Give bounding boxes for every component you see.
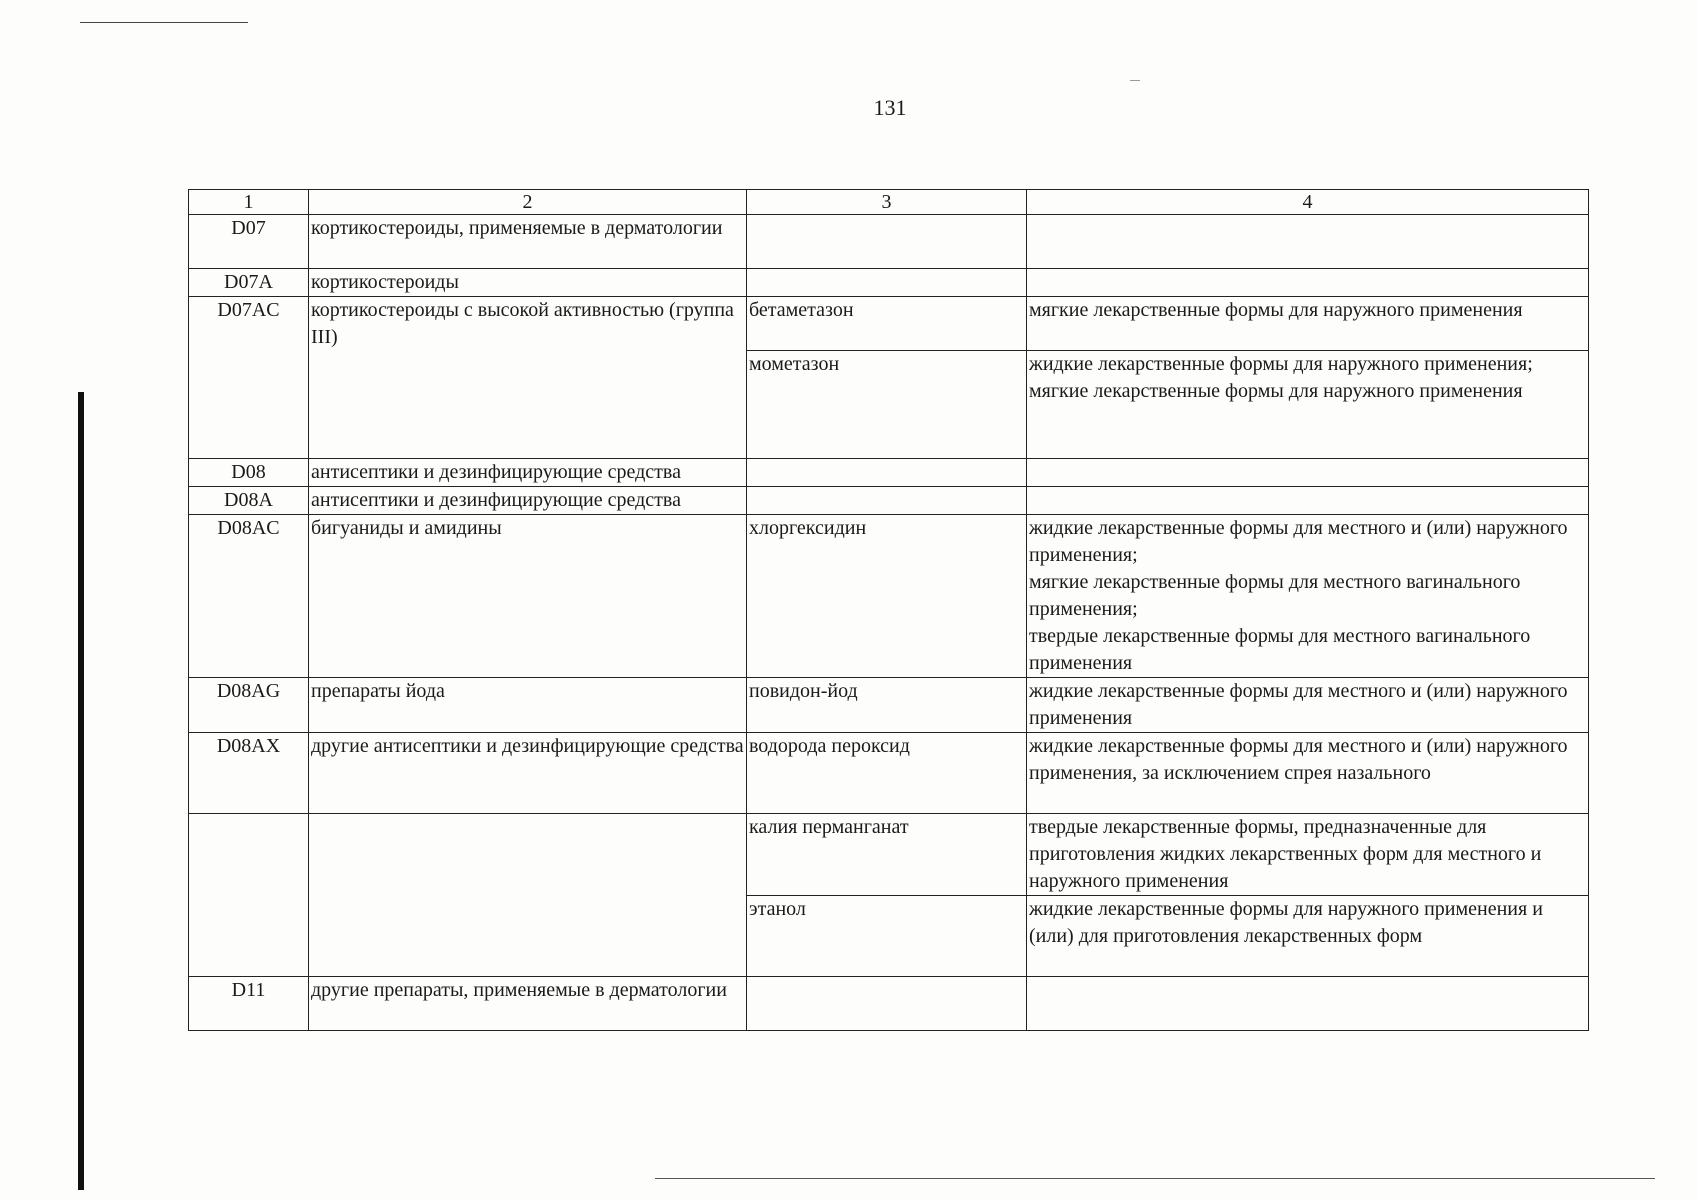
atc-code-cell: D08AC (189, 515, 309, 678)
atc-code-cell: D08A (189, 487, 309, 515)
table-header-row (189, 190, 1589, 215)
table-row (189, 215, 1589, 269)
header-cell-1: 1 (189, 190, 309, 215)
group-name-cell: другие антисептики и дезинфицирующие средства (309, 733, 747, 814)
dosage-form-cell: жидкие лекарственные формы для местного и (или) наружного применения, за исключением спрея назального (1027, 733, 1589, 814)
table-row (189, 487, 1589, 515)
drug-name-cell (747, 487, 1027, 515)
table-row (189, 297, 1589, 351)
table-row (189, 269, 1589, 297)
table-row (189, 459, 1589, 487)
header-cell-3: 3 (747, 190, 1027, 215)
atc-code-cell: D07 (189, 215, 309, 269)
header-cell-4: 4 (1027, 190, 1589, 215)
drug-name-cell: повидон-йод (747, 678, 1027, 733)
table-row (189, 814, 1589, 896)
atc-code-cell: D08AX (189, 733, 309, 814)
group-name-cell: другие препараты, применяемые в дерматологии (309, 977, 747, 1031)
group-name-cell: препараты йода (309, 678, 747, 733)
dosage-form-cell: жидкие лекарственные формы для наружного применения и (или) для приготовления лекарственных форм (1027, 896, 1589, 977)
table-row (189, 515, 1589, 678)
drug-name-cell: калия перманганат (747, 814, 1027, 896)
table-row (189, 733, 1589, 814)
group-name-cell: антисептики и дезинфицирующие средства (309, 459, 747, 487)
drug-list-table (188, 189, 1589, 1031)
dosage-form-cell: жидкие лекарственные формы для местного и (или) наружного применения; мягкие лекарственные формы для местного вагинального применения; твердые лекарственные формы для местного вагинального применения (1027, 515, 1589, 678)
table-row (189, 977, 1589, 1031)
dosage-form-cell (1027, 459, 1589, 487)
scan-artifact-line (655, 1178, 1655, 1179)
group-name-cell: кортикостероиды с высокой активностью (группа III) (309, 297, 747, 459)
dosage-form-cell (1027, 215, 1589, 269)
group-name-cell: антисептики и дезинфицирующие средства (309, 487, 747, 515)
group-name-cell (309, 814, 747, 977)
atc-code-cell: D08AG (189, 678, 309, 733)
atc-code-cell (189, 814, 309, 977)
scan-artifact-dot (1130, 80, 1140, 81)
drug-name-cell: хлоргексидин (747, 515, 1027, 678)
group-name-cell: бигуаниды и амидины (309, 515, 747, 678)
scan-artifact-line (80, 22, 248, 23)
page-number: 131 (873, 95, 907, 120)
dosage-form-cell: жидкие лекарственные формы для местного и (или) наружного применения (1027, 678, 1589, 733)
dosage-form-cell (1027, 269, 1589, 297)
atc-code-cell: D11 (189, 977, 309, 1031)
drug-name-cell (747, 977, 1027, 1031)
table-row (189, 678, 1589, 733)
group-name-cell: кортикостероиды, применяемые в дерматологии (309, 215, 747, 269)
scan-binding-edge (78, 392, 84, 1190)
drug-name-cell (747, 269, 1027, 297)
drug-name-cell (747, 215, 1027, 269)
atc-code-cell: D07A (189, 269, 309, 297)
dosage-form-cell: мягкие лекарственные формы для наружного применения (1027, 297, 1589, 351)
header-cell-2: 2 (309, 190, 747, 215)
drug-name-cell: мометазон (747, 351, 1027, 459)
atc-code-cell: D07AC (189, 297, 309, 459)
dosage-form-cell (1027, 487, 1589, 515)
dosage-form-cell: твердые лекарственные формы, предназначенные для приготовления жидких лекарственных форм для местного и наружного применения (1027, 814, 1589, 896)
group-name-cell: кортикостероиды (309, 269, 747, 297)
atc-code-cell: D08 (189, 459, 309, 487)
drug-name-cell: бетаметазон (747, 297, 1027, 351)
dosage-form-cell (1027, 977, 1589, 1031)
drug-name-cell: водорода пероксид (747, 733, 1027, 814)
dosage-form-cell: жидкие лекарственные формы для наружного применения; мягкие лекарственные формы для наружного применения (1027, 351, 1589, 459)
drug-name-cell: этанол (747, 896, 1027, 977)
drug-name-cell (747, 459, 1027, 487)
